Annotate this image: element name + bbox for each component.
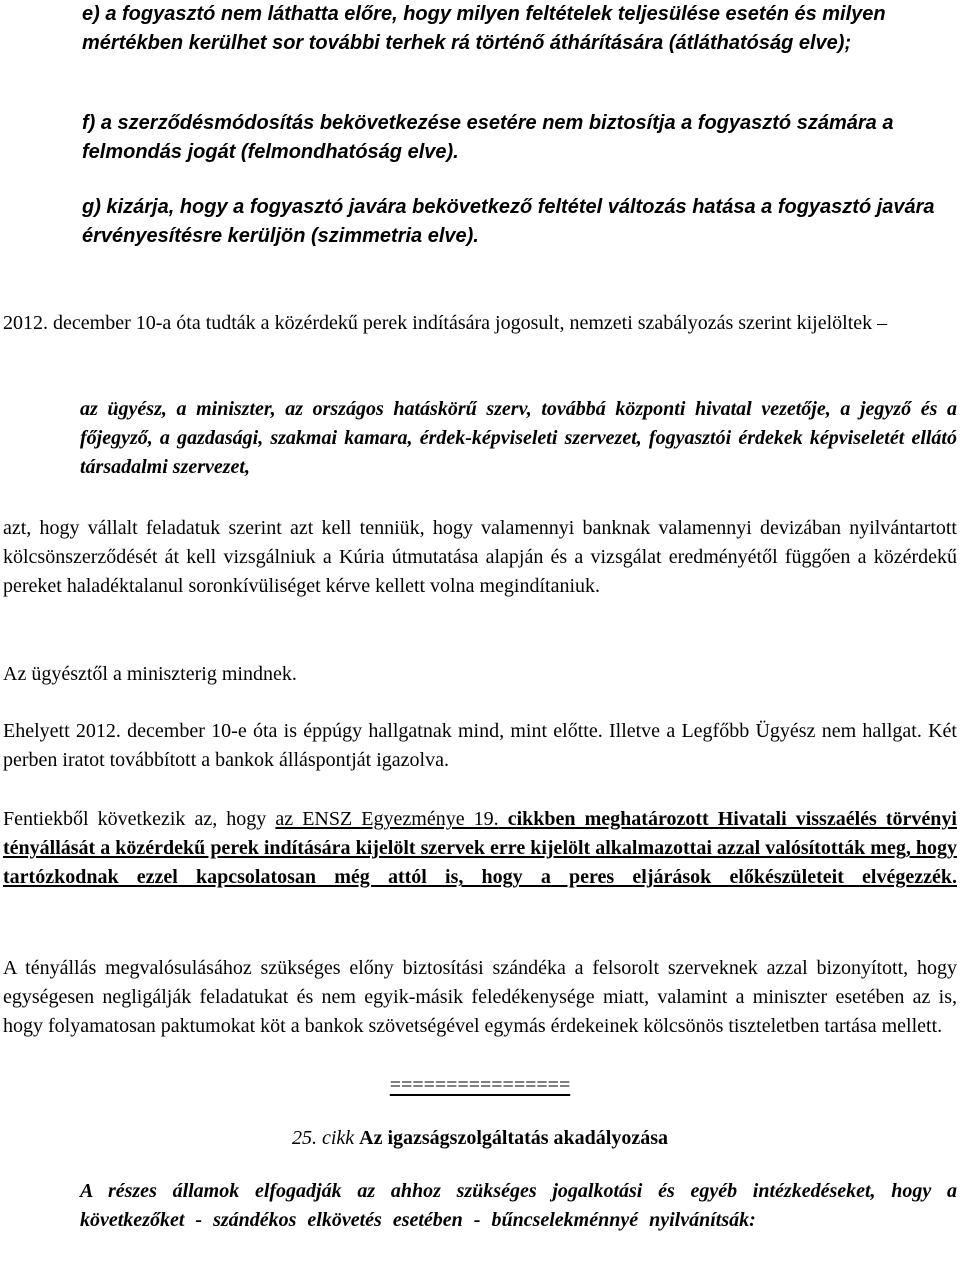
paragraph-designated: 2012. december 10-a óta tudták a közérdekű perek indítására jogosult, nemzeti szabályozás szerint kijelöltek –: [3, 312, 888, 334]
condition-list: [82, 0, 954, 58]
condition-list-f: [82, 109, 954, 167]
conclusion-underlined: az ENSZ Egyezménye 19.: [275, 808, 499, 830]
conclusion-lead: Fentiekből következik az, hogy: [3, 808, 276, 830]
list-item-f: f) a szerződésmódosítás bekövetkezése esetére nem biztosítja a fogyasztó számára a felmondás jogát (felmondhatóság elve).: [82, 112, 894, 163]
paragraph-intent: A tényállás megvalósulásához szükséges előny biztosítási szándéka a felsorolt szerveknek azzal bizonyított, hogy egységesen negligálják feladatukat és nem egyik-másik feledékenysége miatt, valamint a miniszter esetében az is, hogy folyamatosan paktumokat köt a bankok szövetségével egymás érdekeinek kölcsönös tiszteletben tartása mellett.: [3, 957, 957, 1038]
paragraph-task: azt, hogy vállalt feladatuk szerint azt kell tenniük, hogy valamennyi banknak valamennyi devizában nyilvántartott kölcsönszerződését át kell vizsgálniuk a Kúria útmutatása alapján és a vizsgálat eredményétől függően a közérdekű pereket haladéktalanul soronkívüliséget kérve kellett volna megindítaniuk.: [3, 517, 957, 598]
separator-line: [0, 1071, 960, 1100]
article-number: 25. cikk: [291, 1127, 355, 1149]
condition-list-g: [82, 193, 954, 251]
paragraph-instead: Ehelyett 2012. december 10-e óta is éppúgy hallgatnak mind, mint előtte. Illetve a Legfőbb Ügyész nem hallgat. Két perben iratot továbbított a bankok álláspontját igazolva.: [3, 720, 957, 772]
paragraph-conclusion: [3, 805, 957, 893]
paragraph-article-text: A részes államok elfogadják az ahhoz szükséges jogalkotási és egyéb intézkedéseket, hogy a következőket - szándékos elkövetés esetében - bűncselekménnyé nyilvánítsák:: [80, 1180, 957, 1232]
article-heading: [0, 1124, 960, 1153]
conclusion-bold-underlined: cikkben meghatározott Hivatali visszaélés törvényi tényállását a közérdekű perek indítására kijelölt szervek erre kijelölt alkalmazottai azzal valósították meg, hogy tartózkodnak ezzel kapcsolatosan még attól is, hogy a peres eljárások előkészületeit elvégezzék.: [3, 808, 957, 889]
list-item-e: e) a fogyasztó nem láthatta előre, hogy milyen feltételek teljesülése esetén és milyen mértékben kerülhet sor további terhek rá történő áthárítására (átláthatóság elve);: [82, 3, 886, 54]
paragraph-short: Az ügyésztől a miniszterig mindnek.: [3, 663, 297, 685]
list-item-g: g) kizárja, hogy a fogyasztó javára bekövetkező feltétel változás hatása a fogyasztó javára érvényesítésre kerüljön (szimmetria elve).: [82, 196, 935, 247]
quote-designated-bodies: az ügyész, a miniszter, az országos hatáskörű szerv, továbbá központi hivatal vezetője, a jegyző és a főjegyző, a gazdasági, szakmai kamara, érdek-képviseleti szervezet, fogyasztói érdekek képviseletét ellátó társadalmi szervezet,: [80, 398, 957, 479]
article-title: Az igazságszolgáltatás akadályozása: [359, 1127, 669, 1149]
separator-text: ================: [389, 1074, 571, 1096]
